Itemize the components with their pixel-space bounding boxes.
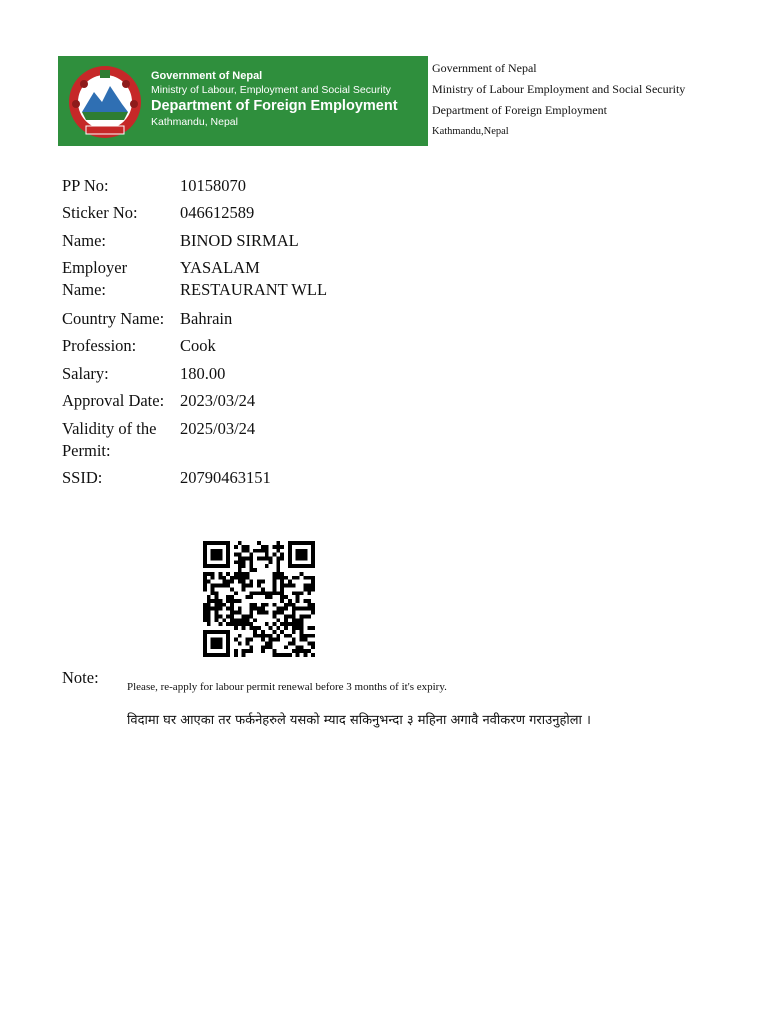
field-label: Validity of the Permit: — [62, 419, 157, 460]
org-line-ministry: Ministry of Labour Employment and Social Security — [432, 82, 686, 96]
field-label: PP No: — [62, 176, 109, 195]
field-value: YASALAM RESTAURANT WLL — [180, 258, 328, 299]
field-value: 046612589 — [180, 203, 255, 222]
org-line-location: Kathmandu,Nepal — [432, 126, 509, 137]
field-label: Approval Date: — [62, 391, 165, 410]
dofe-banner — [58, 56, 428, 146]
field-value: 2023/03/24 — [180, 391, 256, 410]
banner-line-government: Government of Nepal — [151, 70, 263, 82]
field-value: Bahrain — [180, 309, 233, 328]
field-value: 20790463151 — [180, 468, 271, 487]
nepal-emblem-icon — [64, 62, 146, 142]
field-value: BINOD SIRMAL — [180, 231, 299, 250]
field-label: Salary: — [62, 364, 109, 383]
org-line-department: Department of Foreign Employment — [432, 103, 607, 117]
note-label: Note: — [62, 668, 99, 687]
field-label: Sticker No: — [62, 203, 138, 222]
field-label: Profession: — [62, 336, 137, 355]
field-value: 2025/03/24 — [180, 419, 256, 438]
banner-line-ministry: Ministry of Labour, Employment and Social Security — [151, 84, 391, 96]
field-label: Employer Name: — [62, 258, 128, 299]
note-english: Please, re-apply for labour permit renewal before 3 months of it's expiry. — [127, 681, 447, 693]
note-nepali: विदामा घर आएका तर फर्कनेहरुले यसको म्याद सकिनुभन्दा ३ महिना अगावै नवीकरण गराउनुहोला । — [127, 713, 591, 728]
field-label: SSID: — [62, 468, 103, 487]
qr-code-icon — [203, 541, 315, 657]
organization-text — [432, 60, 712, 144]
field-value: Cook — [180, 336, 216, 355]
field-value: 180.00 — [180, 364, 226, 383]
org-line-government: Government of Nepal — [432, 61, 537, 75]
field-label: Country Name: — [62, 309, 165, 328]
field-value: 10158070 — [180, 176, 246, 195]
banner-line-location: Kathmandu, Nepal — [151, 116, 238, 128]
banner-text — [151, 69, 398, 129]
banner-line-department: Department of Foreign Employment — [151, 98, 398, 114]
field-label: Name: — [62, 231, 106, 250]
